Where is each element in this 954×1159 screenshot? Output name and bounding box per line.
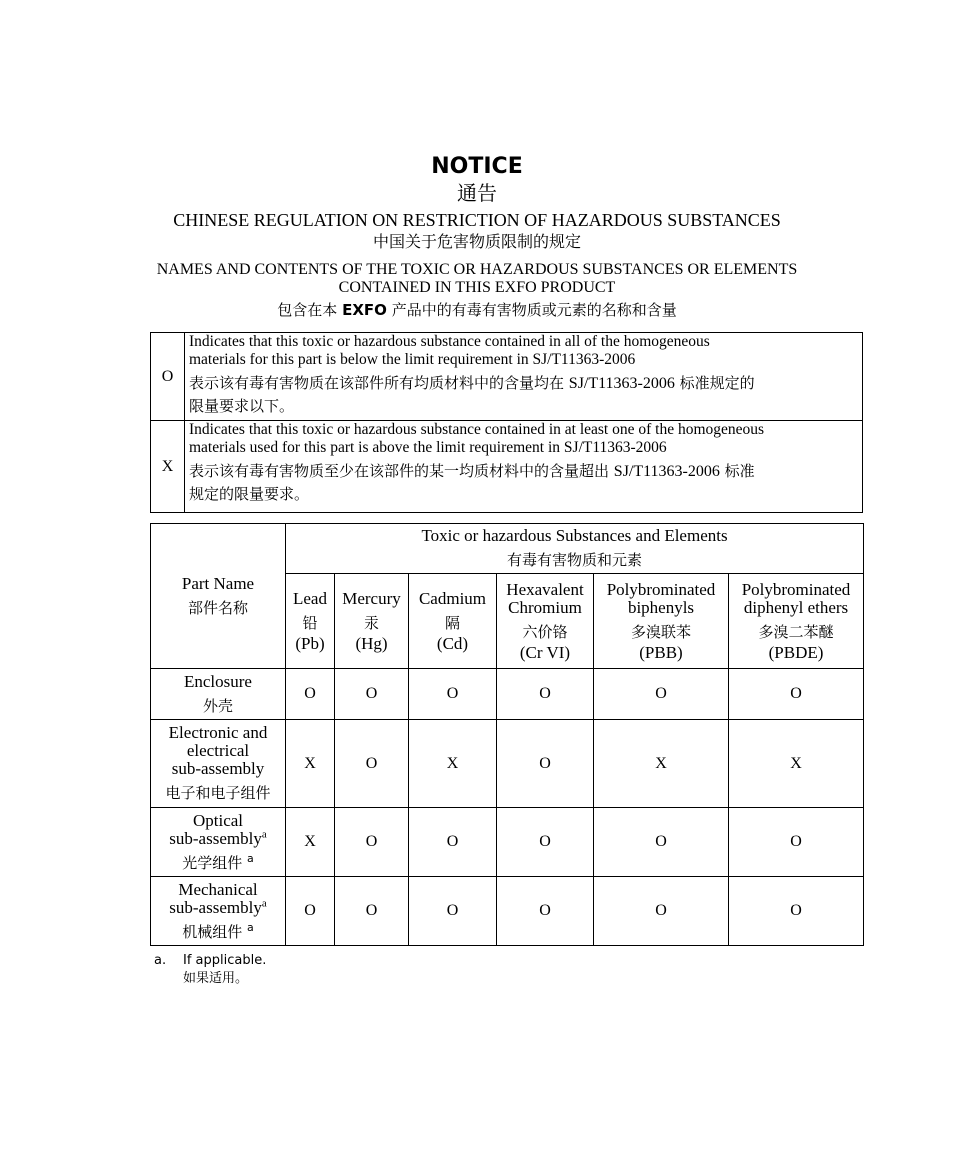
legend-en-line1: Indicates that this toxic or hazardous substance contained in at least one of the homogeneous xyxy=(189,421,765,438)
footnote-text: If applicable. xyxy=(183,953,267,968)
names-title-line2: CONTAINED IN THIS EXFO PRODUCT xyxy=(338,279,616,296)
table-row xyxy=(151,877,864,946)
row-part-name xyxy=(151,720,286,808)
column-header xyxy=(594,574,729,669)
table-cell: O xyxy=(335,808,409,877)
column-en1: Hexavalent xyxy=(506,579,584,599)
row-footnote-mark: a xyxy=(261,827,267,840)
legend-row-x xyxy=(151,421,863,513)
substances-table xyxy=(150,523,864,946)
table-cell: O xyxy=(335,877,409,946)
row-en1: Optical xyxy=(192,810,244,830)
row-part-name xyxy=(151,877,286,946)
names-title-cn xyxy=(0,300,954,320)
footnote xyxy=(154,952,266,970)
table-cell: O xyxy=(497,669,594,720)
table-cell: O xyxy=(335,720,409,808)
legend-row-o xyxy=(151,333,863,421)
footnote-cn: 如果适用。 xyxy=(183,971,249,986)
table-cell: O xyxy=(409,669,497,720)
group-header xyxy=(286,524,864,574)
column-symbol: (Cr VI) xyxy=(519,642,571,662)
row-en1: Enclosure xyxy=(184,671,252,691)
names-title-line1: NAMES AND CONTENTS OF THE TOXIC OR HAZARDOUS SUBSTANCES OR ELEMENTS xyxy=(156,261,798,278)
legend-description xyxy=(185,333,863,421)
column-cn: 隔 xyxy=(444,613,460,632)
row-cn-text: 机械组件 xyxy=(182,922,243,941)
legend-en-line1: Indicates that this toxic or hazardous substance contained in all of the homogeneous xyxy=(189,333,710,350)
footnote-label: a. xyxy=(154,953,167,968)
column-symbol: (PBB) xyxy=(639,642,683,662)
table-cell: O xyxy=(594,808,729,877)
column-cn: 多溴联苯 xyxy=(630,622,691,641)
column-header xyxy=(335,574,409,669)
table-row xyxy=(151,669,864,720)
column-en1: Cadmium xyxy=(418,588,487,608)
table-cell: O xyxy=(286,877,335,946)
table-cell: X xyxy=(409,720,497,808)
table-cell: O xyxy=(497,877,594,946)
names-cn-suffix: 产品中的有毒有害物质或元素的名称和含量 xyxy=(391,301,677,319)
table-cell: O xyxy=(409,877,497,946)
row-cn xyxy=(151,853,285,873)
row-cn-footnote-mark: a xyxy=(247,920,254,934)
table-cell: O xyxy=(729,877,864,946)
column-en1: Mercury xyxy=(342,588,401,608)
column-en1: Polybrominated xyxy=(741,579,851,599)
part-name-label-cn: 部件名称 xyxy=(187,598,248,617)
legend-cn-b: 标准规定的 xyxy=(679,374,755,392)
table-cell: X xyxy=(729,720,864,808)
row-part-name xyxy=(151,808,286,877)
table-cell: X xyxy=(286,720,335,808)
legend-table xyxy=(150,332,863,513)
part-name-header xyxy=(151,524,286,669)
notice-title: NOTICE xyxy=(431,154,523,179)
names-cn-prefix: 包含在本 xyxy=(277,301,338,319)
column-en2: biphenyls xyxy=(627,597,695,617)
column-en2: Chromium xyxy=(508,597,582,617)
legend-cn xyxy=(189,460,860,505)
column-en1: Polybrominated xyxy=(606,579,716,599)
legend-cn-b: 标准 xyxy=(724,462,755,480)
row-cn-footnote-mark: a xyxy=(247,851,254,865)
names-cn-brand: EXFO xyxy=(342,301,387,319)
legend-symbol: O xyxy=(151,333,185,421)
table-cell: O xyxy=(729,808,864,877)
table-row xyxy=(151,808,864,877)
row-en2: sub-assembly xyxy=(169,828,262,848)
table-cell: O xyxy=(594,877,729,946)
row-footnote-mark: a xyxy=(261,896,267,909)
legend-description xyxy=(185,421,863,513)
row-en2: electrical xyxy=(186,741,250,760)
column-cn: 铅 xyxy=(302,613,318,632)
table-cell: O xyxy=(286,669,335,720)
row-en2: sub-assembly xyxy=(169,897,262,917)
legend-cn-line2: 限量要求以下。 xyxy=(189,397,295,415)
legend-cn-std: SJ/T11363-2006 xyxy=(568,375,675,392)
row-cn-text: 光学组件 xyxy=(182,853,243,872)
legend-symbol: X xyxy=(151,421,185,513)
regulation-title: CHINESE REGULATION ON RESTRICTION OF HAZARDOUS SUBSTANCES xyxy=(173,210,781,230)
legend-en-line2: materials for this part is below the limit requirement in SJ/T11363-2006 xyxy=(189,351,636,368)
column-symbol: (PBDE) xyxy=(768,642,824,662)
row-en1: Electronic and xyxy=(168,723,268,742)
column-cn: 汞 xyxy=(363,613,379,632)
legend-cn-line2: 规定的限量要求。 xyxy=(189,485,310,503)
column-symbol: (Cd) xyxy=(436,633,469,653)
row-en1: Mechanical xyxy=(178,879,258,899)
column-header xyxy=(729,574,864,669)
column-symbol: (Pb) xyxy=(295,633,325,653)
row-en3: sub-assembly xyxy=(171,759,265,778)
row-cn: 外壳 xyxy=(202,696,233,715)
group-title: Toxic or hazardous Substances and Elements xyxy=(421,526,728,545)
column-header xyxy=(286,574,335,669)
table-cell: O xyxy=(594,669,729,720)
column-symbol: (Hg) xyxy=(355,633,388,653)
regulation-title-cn: 中国关于危害物质限制的规定 xyxy=(372,232,581,251)
table-header-row xyxy=(151,524,864,574)
notice-title-cn: 通告 xyxy=(457,181,497,205)
column-header xyxy=(497,574,594,669)
row-cn: 电子和电子组件 xyxy=(165,784,271,802)
table-row xyxy=(151,720,864,808)
legend-cn xyxy=(189,372,860,417)
table-cell: O xyxy=(497,720,594,808)
column-en2: diphenyl ethers xyxy=(743,597,849,617)
table-cell: X xyxy=(594,720,729,808)
legend-cn-a: 表示该有毒有害物质至少在该部件的某一均质材料中的含量超出 xyxy=(189,462,610,480)
column-en1: Lead xyxy=(293,588,327,608)
table-cell: O xyxy=(497,808,594,877)
table-cell: O xyxy=(335,669,409,720)
group-title-cn: 有毒有害物质和元素 xyxy=(507,551,643,569)
table-cell: O xyxy=(409,808,497,877)
part-name-label: Part Name xyxy=(181,573,255,593)
column-cn: 多溴二苯醚 xyxy=(758,622,834,641)
column-cn: 六价铬 xyxy=(522,622,568,641)
table-cell: X xyxy=(286,808,335,877)
column-header xyxy=(409,574,497,669)
legend-cn-std: SJ/T11363-2006 xyxy=(613,463,720,480)
table-cell: O xyxy=(729,669,864,720)
legend-en-line2: materials used for this part is above the limit requirement in SJ/T11363-2006 xyxy=(189,439,667,456)
row-part-name xyxy=(151,669,286,720)
legend-cn-a: 表示该有毒有害物质在该部件所有均质材料中的含量均在 xyxy=(189,374,565,392)
row-cn xyxy=(151,922,285,942)
